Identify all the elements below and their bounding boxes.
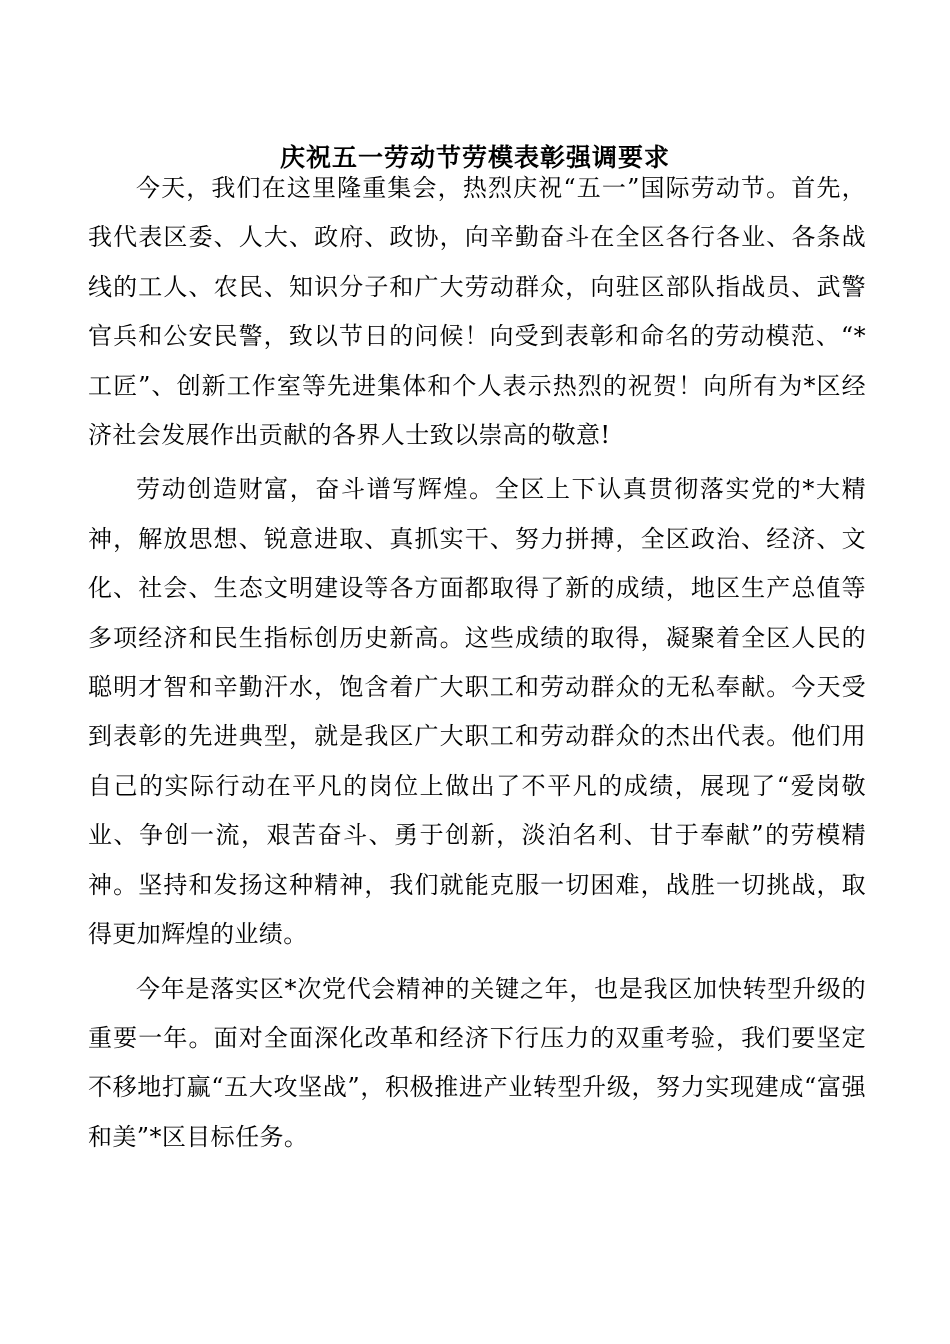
paragraph-3: 今年是落实区*次党代会精神的关键之年，也是我区加快转型升级的重要一年。面对全面深化改革和经济下行压力的双重考验，我们要坚定不移地打赢“五大攻坚战”，积极推进产业转型升级，努力实现建成“富强和美”*区目标任务。 [88,974,866,1151]
document-title: 庆祝五一劳动节劳模表彰强调要求 [279,143,670,172]
document-body [88,164,866,1162]
paragraph-2: 劳动创造财富，奋斗谱写辉煌。全区上下认真贯彻落实党的*大精神，解放思想、锐意进取、真抓实干、努力拼搏，全区政治、经济、文化、社会、生态文明建设等各方面都取得了新的成绩，地区生产总值等多项经济和民生指标创历史新高。这些成绩的取得，凝聚着全区人民的聪明才智和辛勤汗水，饱含着广大职工和劳动群众的无私奉献。今天受到表彰的先进典型，就是我区广大职工和劳动群众的杰出代表。他们用自己的实际行动在平凡的岗位上做出了不平凡的成绩，展现了“爱岗敬业、争创一流，艰苦奋斗、勇于创新，淡泊名利、甘于奉献”的劳模精神。坚持和发扬这种精神，我们就能克服一切困难，战胜一切挑战，取得更加辉煌的业绩。 [88,475,866,949]
paragraph-1: 今天，我们在这里隆重集会，热烈庆祝“五一”国际劳动节。首先，我代表区委、人大、政府、政协，向辛勤奋斗在全区各行各业、各条战线的工人、农民、知识分子和广大劳动群众，向驻区部队指战员、武警官兵和公安民警，致以节日的问候！向受到表彰和命名的劳动模范、“*工匠”、创新工作室等先进集体和个人表示热烈的祝贺！向所有为*区经济社会发展作出贡献的各界人士致以崇高的敬意! [88,174,866,450]
